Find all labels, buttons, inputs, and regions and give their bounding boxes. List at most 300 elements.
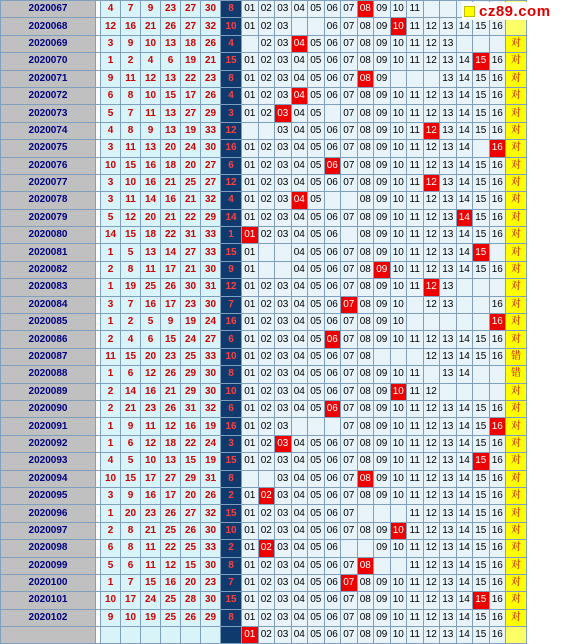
blue-number-cell: 13 (440, 244, 457, 261)
blue-number-cell: 06 (324, 122, 341, 139)
blue-number-cell: 10 (390, 314, 407, 331)
blue-hit-cell: 06 (324, 400, 341, 417)
blue-number-cell: 05 (308, 122, 325, 139)
red-ball-cell: 13 (161, 105, 181, 122)
blue-number-cell: 01 (242, 70, 259, 87)
blue-number-cell: 13 (440, 540, 457, 557)
blue-number-cell: 13 (440, 105, 457, 122)
blue-number-cell: 12 (423, 331, 440, 348)
blue-number-cell: 12 (423, 53, 440, 70)
blue-number-cell: 02 (258, 70, 275, 87)
blue-number-cell: 14 (456, 592, 473, 609)
blue-hit-cell: 08 (357, 470, 374, 487)
blue-ball-cell: 15 (221, 592, 242, 609)
blue-number-cell: 07 (341, 592, 358, 609)
blue-number-cell: 15 (473, 70, 490, 87)
result-cell: 对 (506, 157, 527, 174)
blue-number-cell: 05 (308, 522, 325, 539)
period-cell: 2020074 (1, 122, 96, 139)
red-ball-cell: 6 (121, 435, 141, 452)
blue-number-cell: 02 (258, 209, 275, 226)
blue-number-cell: 07 (341, 209, 358, 226)
red-ball-cell: 24 (181, 140, 201, 157)
blue-number-cell: 10 (390, 35, 407, 52)
blue-number-cell: 11 (407, 192, 424, 209)
blue-number-cell: 14 (456, 487, 473, 504)
red-ball-cell: 10 (101, 157, 121, 174)
red-ball-cell: 21 (121, 400, 141, 417)
blue-number-cell: 02 (258, 592, 275, 609)
blue-number-cell: 01 (242, 505, 259, 522)
blue-number-cell: 14 (456, 348, 473, 365)
red-ball-cell: 7 (121, 1, 141, 18)
red-ball-cell: 8 (121, 122, 141, 139)
blue-number-cell: 03 (275, 418, 292, 435)
blue-number-cell: 03 (275, 522, 292, 539)
red-ball-cell: 10 (141, 35, 161, 52)
blue-ball-cell: 9 (221, 261, 242, 278)
blue-number-cell (489, 244, 506, 261)
blue-number-cell: 12 (423, 105, 440, 122)
site-logo[interactable] (462, 2, 562, 20)
red-ball-cell: 13 (161, 453, 181, 470)
blue-number-cell: 12 (423, 157, 440, 174)
blue-ball-cell: 6 (221, 331, 242, 348)
result-cell: 对 (506, 314, 527, 331)
red-ball-cell: 24 (141, 592, 161, 609)
blue-number-cell: 11 (407, 331, 424, 348)
red-ball-cell: 31 (201, 470, 221, 487)
blue-number-cell: 10 (390, 400, 407, 417)
blue-number-cell: 08 (357, 157, 374, 174)
blue-number-cell: 07 (341, 557, 358, 574)
blue-number-cell: 10 (390, 174, 407, 191)
blue-number-cell: 09 (374, 105, 391, 122)
blue-number-cell (407, 296, 424, 313)
red-ball-cell: 9 (101, 70, 121, 87)
blue-hit-cell: 04 (291, 87, 308, 104)
blue-number-cell: 15 (473, 331, 490, 348)
blue-number-cell: 14 (456, 122, 473, 139)
blue-number-cell: 01 (242, 522, 259, 539)
blue-number-cell: 05 (308, 609, 325, 626)
red-ball-cell: 20 (121, 505, 141, 522)
blue-number-cell: 03 (275, 400, 292, 417)
blue-number-cell: 15 (473, 18, 490, 35)
blue-number-cell: 15 (473, 400, 490, 417)
red-ball-cell: 2 (121, 314, 141, 331)
blue-number-cell: 03 (275, 540, 292, 557)
red-ball-cell (161, 627, 181, 644)
red-ball-cell (101, 627, 121, 644)
blue-number-cell: 08 (357, 522, 374, 539)
blue-number-cell: 10 (390, 627, 407, 644)
red-ball-cell: 26 (161, 366, 181, 383)
blue-number-cell: 05 (308, 1, 325, 18)
blue-number-cell: 05 (308, 209, 325, 226)
red-ball-cell: 12 (101, 18, 121, 35)
blue-number-cell: 09 (374, 627, 391, 644)
blue-number-cell: 06 (324, 70, 341, 87)
blue-number-cell: 09 (374, 279, 391, 296)
table-row (1, 383, 527, 400)
blue-ball-cell (221, 627, 242, 644)
blue-number-cell: 08 (357, 261, 374, 278)
blue-number-cell: 09 (374, 174, 391, 191)
red-ball-cell: 18 (181, 35, 201, 52)
blue-number-cell: 06 (324, 53, 341, 70)
red-ball-cell: 13 (161, 70, 181, 87)
blue-number-cell: 08 (357, 609, 374, 626)
table-row (1, 261, 527, 278)
blue-number-cell: 07 (341, 487, 358, 504)
blue-number-cell: 07 (341, 627, 358, 644)
red-ball-cell: 30 (181, 279, 201, 296)
blue-number-cell: 11 (407, 609, 424, 626)
blue-number-cell: 14 (456, 227, 473, 244)
blue-number-cell (473, 279, 490, 296)
red-ball-cell: 8 (121, 261, 141, 278)
blue-number-cell: 09 (374, 209, 391, 226)
blue-ball-cell: 2 (221, 487, 242, 504)
blue-number-cell (291, 418, 308, 435)
blue-number-cell (456, 383, 473, 400)
blue-number-cell: 04 (291, 505, 308, 522)
blue-number-cell: 07 (341, 244, 358, 261)
blue-hit-cell: 12 (423, 174, 440, 191)
blue-number-cell: 10 (390, 53, 407, 70)
result-cell: 对 (506, 557, 527, 574)
period-cell: 2020091 (1, 418, 96, 435)
blue-number-cell: 11 (407, 35, 424, 52)
blue-number-cell (473, 296, 490, 313)
red-ball-cell: 22 (181, 70, 201, 87)
red-ball-cell: 17 (181, 87, 201, 104)
table-row (1, 453, 527, 470)
blue-number-cell: 07 (341, 505, 358, 522)
blue-number-cell: 14 (456, 192, 473, 209)
red-ball-cell: 11 (121, 140, 141, 157)
blue-number-cell (357, 505, 374, 522)
red-ball-cell: 26 (201, 87, 221, 104)
blue-number-cell: 03 (275, 574, 292, 591)
blue-number-cell: 11 (407, 435, 424, 452)
blue-number-cell (440, 314, 457, 331)
red-ball-cell: 7 (121, 574, 141, 591)
red-ball-cell: 29 (181, 383, 201, 400)
blue-number-cell (341, 227, 358, 244)
blue-number-cell: 04 (291, 540, 308, 557)
blue-number-cell: 16 (489, 400, 506, 417)
blue-number-cell: 15 (473, 348, 490, 365)
blue-number-cell: 13 (440, 627, 457, 644)
blue-number-cell: 09 (374, 383, 391, 400)
blue-number-cell: 06 (324, 261, 341, 278)
red-ball-cell: 14 (121, 383, 141, 400)
blue-number-cell: 01 (242, 18, 259, 35)
blue-number-cell: 05 (308, 627, 325, 644)
table-row (1, 227, 527, 244)
blue-number-cell: 14 (456, 18, 473, 35)
blue-number-cell: 09 (374, 366, 391, 383)
blue-number-cell: 10 (390, 157, 407, 174)
red-ball-cell: 23 (141, 505, 161, 522)
period-cell: 2020085 (1, 314, 96, 331)
red-ball-cell: 16 (161, 574, 181, 591)
red-ball-cell: 6 (141, 331, 161, 348)
blue-number-cell: 02 (258, 192, 275, 209)
red-ball-cell: 3 (101, 296, 121, 313)
blue-number-cell: 14 (456, 453, 473, 470)
blue-number-cell: 07 (341, 383, 358, 400)
blue-hit-cell: 02 (258, 487, 275, 504)
blue-hit-cell: 04 (291, 35, 308, 52)
blue-number-cell: 16 (489, 157, 506, 174)
period-cell: 2020070 (1, 53, 96, 70)
blue-number-cell: 15 (473, 487, 490, 504)
table-row (1, 487, 527, 504)
red-ball-cell: 2 (101, 522, 121, 539)
blue-number-cell: 07 (341, 140, 358, 157)
blue-number-cell: 05 (308, 261, 325, 278)
red-ball-cell: 11 (121, 192, 141, 209)
blue-number-cell: 14 (456, 105, 473, 122)
blue-number-cell (324, 192, 341, 209)
table-row (1, 296, 527, 313)
blue-number-cell: 09 (374, 609, 391, 626)
red-ball-cell: 17 (121, 592, 141, 609)
blue-ball-cell: 8 (221, 557, 242, 574)
blue-number-cell: 02 (258, 557, 275, 574)
red-ball-cell: 1 (101, 574, 121, 591)
blue-number-cell: 05 (308, 174, 325, 191)
blue-number-cell: 07 (341, 331, 358, 348)
blue-number-cell: 05 (308, 35, 325, 52)
red-ball-cell: 13 (161, 35, 181, 52)
blue-number-cell: 16 (489, 296, 506, 313)
blue-number-cell: 03 (275, 87, 292, 104)
blue-number-cell: 10 (390, 1, 407, 18)
blue-number-cell: 16 (489, 227, 506, 244)
table-row (1, 192, 527, 209)
result-cell: 对 (506, 174, 527, 191)
red-ball-cell: 15 (121, 157, 141, 174)
blue-number-cell: 11 (407, 227, 424, 244)
period-cell: 2020093 (1, 453, 96, 470)
blue-number-cell: 03 (275, 470, 292, 487)
blue-number-cell: 14 (456, 418, 473, 435)
blue-number-cell: 04 (291, 331, 308, 348)
blue-number-cell (258, 244, 275, 261)
red-ball-cell: 11 (141, 418, 161, 435)
table-row (1, 53, 527, 70)
blue-ball-cell: 16 (221, 140, 242, 157)
result-cell: 对 (506, 400, 527, 417)
blue-ball-cell: 14 (221, 209, 242, 226)
table-row (1, 470, 527, 487)
red-ball-cell: 12 (141, 70, 161, 87)
result-cell (506, 18, 527, 35)
red-ball-cell: 27 (181, 1, 201, 18)
blue-number-cell: 16 (489, 174, 506, 191)
blue-number-cell: 13 (440, 609, 457, 626)
blue-number-cell: 16 (489, 331, 506, 348)
red-ball-cell: 1 (101, 314, 121, 331)
blue-number-cell: 05 (308, 557, 325, 574)
red-ball-cell: 14 (141, 192, 161, 209)
blue-number-cell: 08 (357, 366, 374, 383)
red-ball-cell: 4 (141, 53, 161, 70)
blue-number-cell: 05 (308, 314, 325, 331)
blue-number-cell: 14 (456, 627, 473, 644)
blue-ball-cell: 8 (221, 470, 242, 487)
blue-number-cell: 16 (489, 192, 506, 209)
blue-number-cell: 10 (390, 140, 407, 157)
red-ball-cell: 24 (181, 331, 201, 348)
blue-number-cell: 06 (324, 174, 341, 191)
blue-number-cell: 14 (456, 522, 473, 539)
blue-number-cell: 01 (242, 279, 259, 296)
blue-number-cell: 02 (258, 435, 275, 452)
red-ball-cell: 16 (141, 487, 161, 504)
blue-number-cell: 04 (291, 105, 308, 122)
table-row (1, 18, 527, 35)
blue-number-cell: 16 (489, 105, 506, 122)
table-row (1, 209, 527, 226)
period-cell: 2020087 (1, 348, 96, 365)
blue-number-cell: 04 (291, 244, 308, 261)
blue-number-cell: 03 (275, 487, 292, 504)
blue-number-cell: 16 (489, 574, 506, 591)
red-ball-cell: 1 (101, 435, 121, 452)
blue-number-cell: 03 (275, 227, 292, 244)
blue-number-cell: 02 (258, 418, 275, 435)
blue-number-cell: 12 (423, 470, 440, 487)
blue-number-cell: 06 (324, 627, 341, 644)
blue-number-cell: 06 (324, 209, 341, 226)
blue-number-cell (407, 348, 424, 365)
blue-number-cell: 01 (242, 418, 259, 435)
blue-number-cell: 09 (374, 140, 391, 157)
blue-number-cell: 13 (440, 174, 457, 191)
blue-number-cell: 16 (489, 540, 506, 557)
red-ball-cell: 1 (101, 505, 121, 522)
blue-number-cell: 07 (341, 453, 358, 470)
blue-number-cell: 11 (407, 627, 424, 644)
blue-hit-cell: 10 (390, 522, 407, 539)
red-ball-cell: 21 (181, 261, 201, 278)
blue-hit-cell: 16 (489, 418, 506, 435)
blue-number-cell: 11 (407, 18, 424, 35)
table-row (1, 557, 527, 574)
blue-number-cell: 09 (374, 400, 391, 417)
red-ball-cell: 10 (101, 592, 121, 609)
red-ball-cell: 8 (121, 540, 141, 557)
period-cell: 2020102 (1, 609, 96, 626)
blue-number-cell: 11 (407, 87, 424, 104)
blue-number-cell (423, 366, 440, 383)
blue-number-cell: 03 (275, 35, 292, 52)
table-row (1, 70, 527, 87)
table-row (1, 314, 527, 331)
blue-number-cell: 15 (473, 557, 490, 574)
blue-number-cell: 12 (423, 140, 440, 157)
blue-number-cell (341, 192, 358, 209)
blue-number-cell: 02 (258, 296, 275, 313)
blue-number-cell: 07 (341, 122, 358, 139)
blue-ball-cell: 12 (221, 122, 242, 139)
blue-number-cell (390, 348, 407, 365)
blue-ball-cell: 16 (221, 418, 242, 435)
blue-number-cell: 04 (291, 70, 308, 87)
blue-number-cell: 09 (374, 227, 391, 244)
blue-ball-cell: 3 (221, 105, 242, 122)
red-ball-cell: 25 (181, 174, 201, 191)
blue-number-cell: 10 (390, 279, 407, 296)
blue-number-cell: 01 (242, 192, 259, 209)
blue-hit-cell: 16 (489, 140, 506, 157)
blue-number-cell: 03 (275, 627, 292, 644)
result-cell: 对 (506, 435, 527, 452)
blue-number-cell: 02 (258, 574, 275, 591)
blue-number-cell: 13 (440, 331, 457, 348)
red-ball-cell: 26 (161, 279, 181, 296)
blue-number-cell (258, 470, 275, 487)
period-cell: 2020068 (1, 18, 96, 35)
blue-number-cell: 15 (473, 574, 490, 591)
blue-number-cell: 12 (423, 505, 440, 522)
blue-number-cell: 13 (440, 157, 457, 174)
red-ball-cell: 10 (141, 87, 161, 104)
red-ball-cell: 26 (181, 609, 201, 626)
result-cell: 对 (506, 487, 527, 504)
blue-number-cell: 11 (407, 140, 424, 157)
blue-number-cell: 08 (357, 18, 374, 35)
blue-number-cell: 15 (473, 540, 490, 557)
blue-ball-cell: 1 (221, 227, 242, 244)
red-ball-cell: 25 (181, 540, 201, 557)
blue-number-cell: 04 (291, 314, 308, 331)
blue-number-cell: 13 (440, 400, 457, 417)
blue-number-cell: 06 (324, 227, 341, 244)
blue-number-cell: 10 (390, 331, 407, 348)
blue-number-cell (308, 418, 325, 435)
blue-number-cell: 04 (291, 574, 308, 591)
blue-number-cell: 14 (456, 53, 473, 70)
blue-number-cell: 08 (357, 53, 374, 70)
blue-ball-cell: 12 (221, 279, 242, 296)
red-ball-cell: 1 (101, 366, 121, 383)
red-ball-cell: 17 (141, 470, 161, 487)
red-ball-cell (181, 627, 201, 644)
blue-number-cell: 04 (291, 609, 308, 626)
blue-number-cell: 05 (308, 505, 325, 522)
blue-hit-cell: 06 (324, 157, 341, 174)
blue-number-cell: 13 (440, 557, 457, 574)
blue-number-cell: 07 (341, 609, 358, 626)
blue-number-cell: 03 (275, 331, 292, 348)
blue-number-cell: 05 (308, 574, 325, 591)
blue-number-cell: 08 (357, 140, 374, 157)
blue-number-cell: 05 (308, 366, 325, 383)
blue-hit-cell: 15 (473, 53, 490, 70)
blue-number-cell: 07 (341, 522, 358, 539)
blue-number-cell (242, 470, 259, 487)
blue-number-cell (489, 279, 506, 296)
red-ball-cell: 29 (201, 609, 221, 626)
blue-number-cell: 15 (473, 105, 490, 122)
blue-number-cell: 12 (423, 192, 440, 209)
